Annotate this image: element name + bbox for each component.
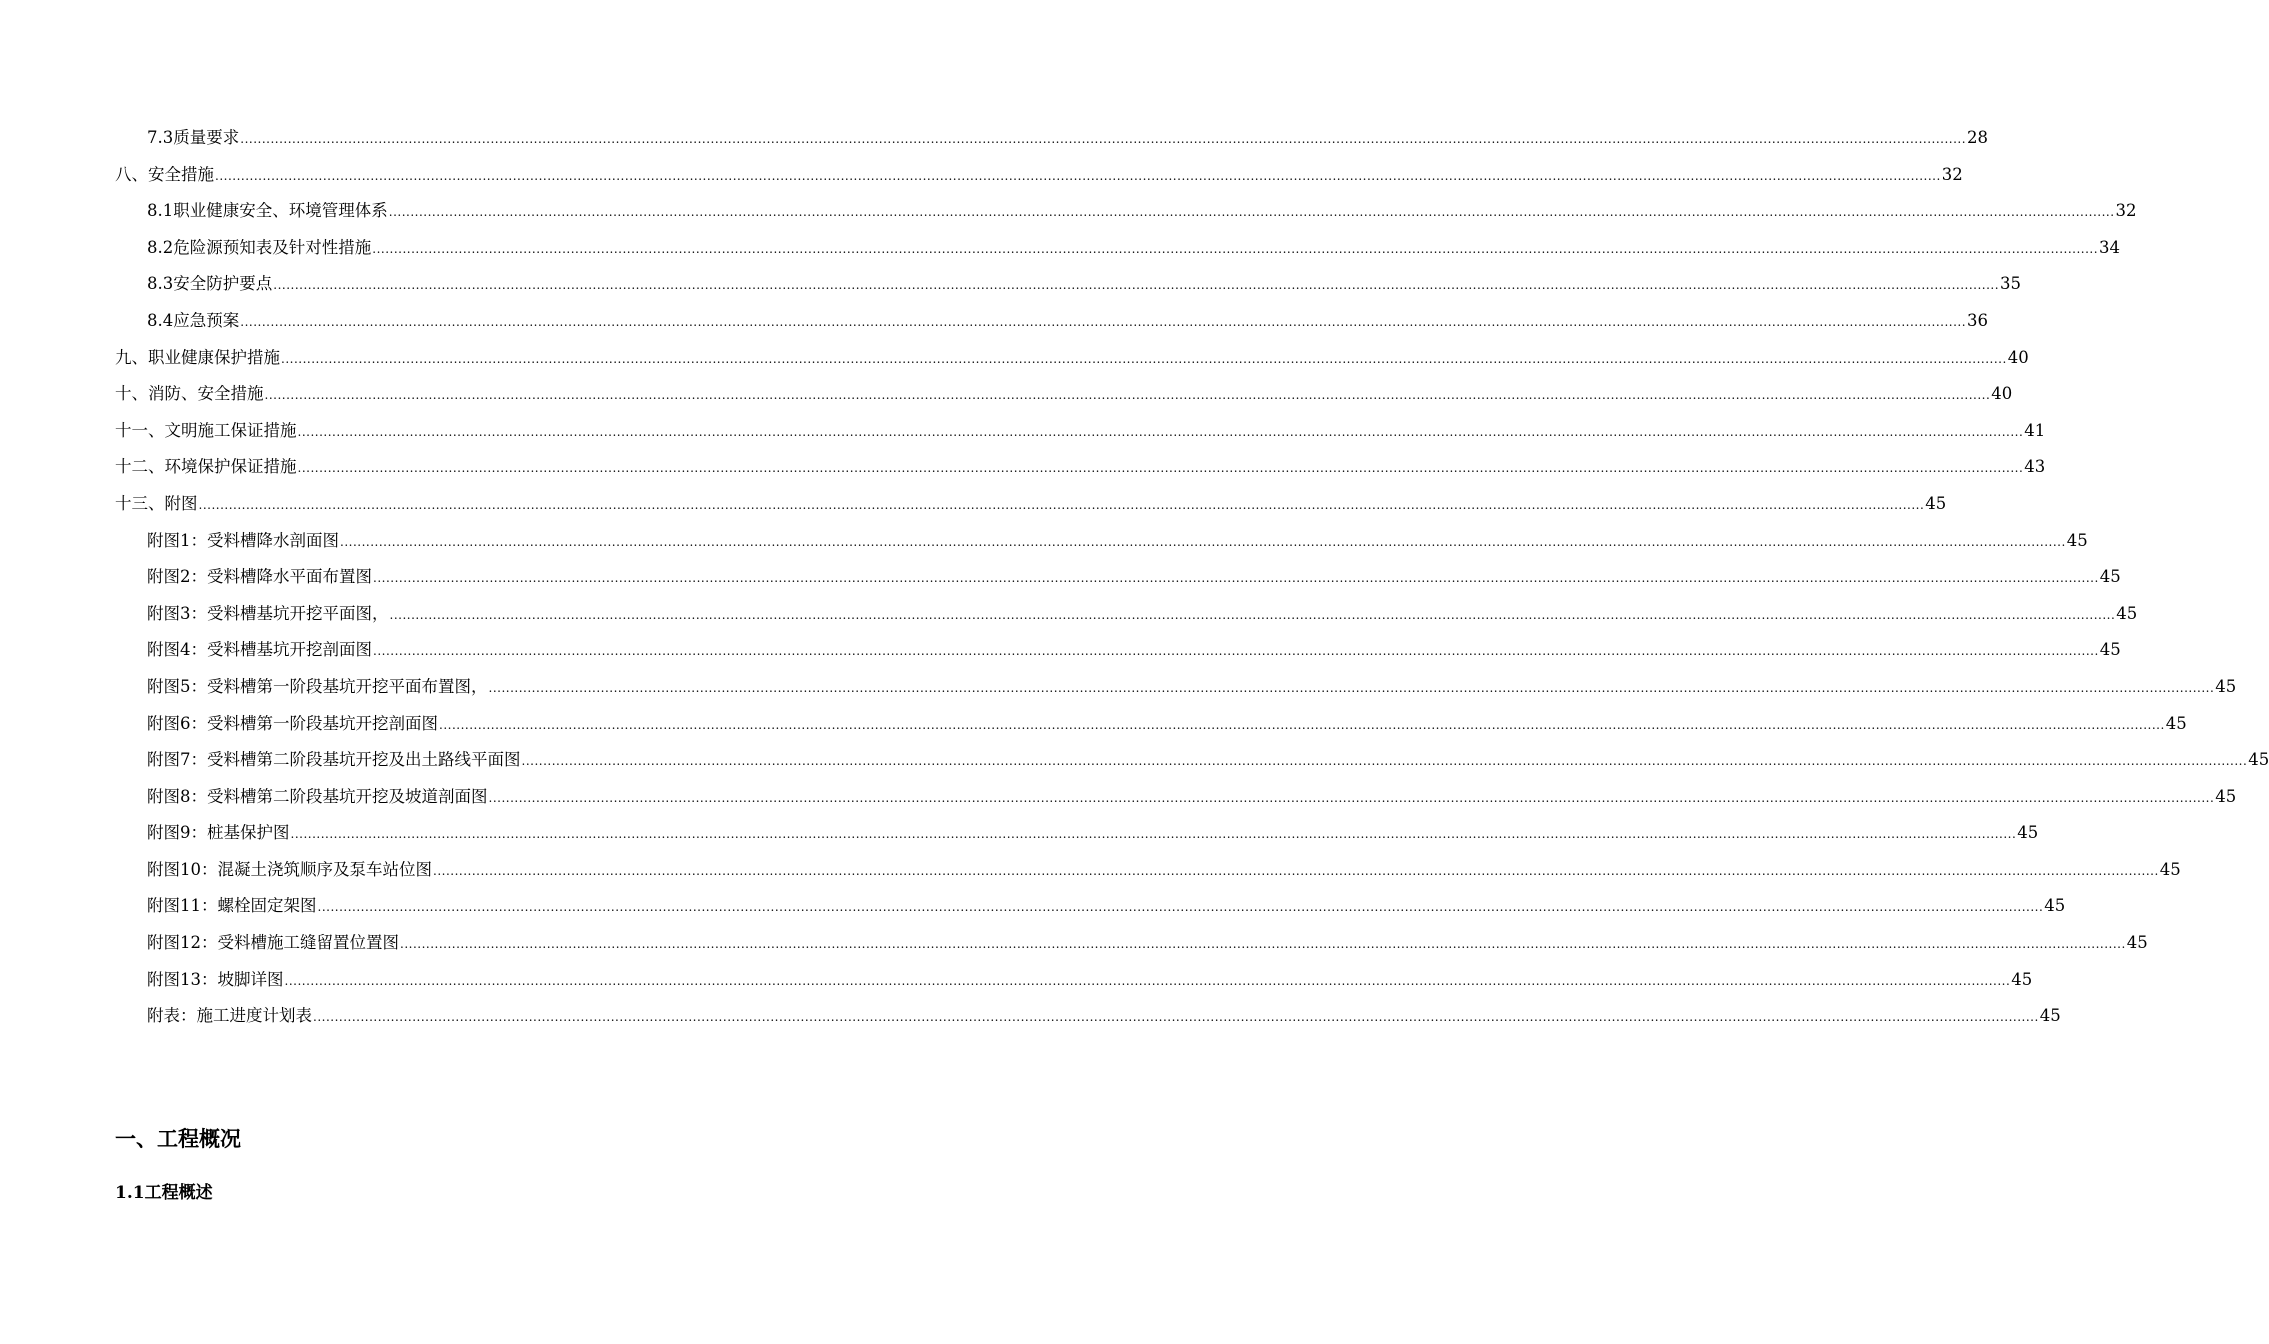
toc-entry-title: 十、消防、安全措施 (115, 384, 264, 404)
toc-entry[interactable] (115, 706, 2187, 743)
toc-dot-leader: ................................................................................................................................................................................................................................................................................................................................................................................................................ (372, 241, 2099, 256)
toc-entry[interactable] (115, 779, 2237, 816)
toc-entry-page-number: 45 (2099, 567, 2121, 587)
toc-entry-page-number: 28 (1967, 128, 1989, 147)
toc-entry-page-number: 45 (2044, 896, 2066, 916)
toc-entry-title: 八、安全措施 (115, 164, 214, 184)
toc-dot-leader: ................................................................................................................................................................................................................................................................................................................................................................................................................ (488, 680, 2215, 695)
toc-dot-leader: ................................................................................................................................................................................................................................................................................................................................................................................................................ (388, 205, 2115, 220)
toc-dot-leader: ................................................................................................................................................................................................................................................................................................................................................................................................................ (284, 973, 2011, 988)
toc-entry-title: 8.1职业健康安全、环境管理体系 (147, 201, 388, 221)
toc-dot-leader: ................................................................................................................................................................................................................................................................................................................................................................................................................ (297, 424, 2024, 439)
toc-entry[interactable] (115, 632, 2121, 669)
toc-entry-title: 附图3：受料槽基坑开挖平面图， (147, 603, 389, 623)
toc-entry-title: 附图1：受料槽降水剖面图 (147, 530, 339, 550)
toc-dot-leader: ................................................................................................................................................................................................................................................................................................................................................................................................................ (281, 351, 2007, 366)
toc-entry[interactable] (115, 596, 2138, 633)
toc-entry[interactable] (115, 486, 1947, 523)
toc-entry-page-number: 34 (2099, 237, 2121, 257)
toc-entry[interactable] (115, 523, 2088, 560)
toc-entry-page-number: 45 (2017, 823, 2039, 843)
toc-entry[interactable] (115, 742, 2269, 779)
toc-dot-leader: ................................................................................................................................................................................................................................................................................................................................................................................................................ (290, 827, 2017, 842)
toc-entry[interactable] (115, 120, 1989, 157)
toc-dot-leader: ................................................................................................................................................................................................................................................................................................................................................................................................................ (313, 1010, 2039, 1025)
toc-entry[interactable] (115, 669, 2237, 706)
toc-entry-title: 附图5：受料槽第一阶段基坑开挖平面布置图， (147, 676, 488, 696)
toc-dot-leader: ................................................................................................................................................................................................................................................................................................................................................................................................................ (317, 900, 2044, 915)
toc-entry-page-number: 45 (2165, 713, 2187, 733)
toc-dot-leader: ................................................................................................................................................................................................................................................................................................................................................................................................................ (215, 168, 1941, 183)
toc-entry-title: 8.3安全防护要点 (147, 274, 273, 294)
toc-entry[interactable] (115, 193, 2137, 230)
toc-entry-page-number: 45 (2215, 676, 2237, 696)
toc-entry-page-number: 36 (1967, 310, 1989, 330)
toc-dot-leader: ................................................................................................................................................................................................................................................................................................................................................................................................................ (373, 571, 2099, 586)
toc-dot-leader: ................................................................................................................................................................................................................................................................................................................................................................................................................ (400, 937, 2126, 952)
toc-entry-page-number: 40 (1991, 384, 2013, 404)
toc-dot-leader: ................................................................................................................................................................................................................................................................................................................................................................................................................ (433, 863, 2159, 878)
toc-dot-leader: ................................................................................................................................................................................................................................................................................................................................................................................................................ (488, 790, 2215, 805)
toc-entry-title: 附图6：受料槽第一阶段基坑开挖剖面图 (147, 713, 438, 733)
toc-entry-page-number: 45 (2011, 969, 2033, 989)
toc-entry-title: 附图9：桩基保护图 (147, 823, 290, 843)
toc-entry[interactable] (115, 340, 2029, 377)
toc-dot-leader: ................................................................................................................................................................................................................................................................................................................................................................................................................ (273, 278, 2000, 293)
toc-entry-page-number: 45 (2248, 750, 2269, 770)
toc-entry-page-number: 43 (2024, 457, 2046, 477)
toc-dot-leader: ................................................................................................................................................................................................................................................................................................................................................................................................................ (240, 314, 1967, 329)
toc-entry-title: 十一、文明施工保证措施 (115, 420, 297, 440)
toc-entry-page-number: 45 (1925, 493, 1947, 513)
toc-entry-title: 7.3质量要求 (147, 128, 240, 147)
toc-entry[interactable] (115, 559, 2121, 596)
toc-entry-title: 8.2危险源预知表及针对性措施 (147, 237, 372, 257)
toc-entry[interactable] (115, 925, 2148, 962)
section-heading: 一、工程概况 (115, 1126, 241, 1151)
toc-entry[interactable] (115, 998, 2061, 1035)
toc-entry-title: 附图11：螺栓固定架图 (147, 896, 317, 916)
toc-entry-page-number: 35 (2000, 274, 2022, 294)
toc-entry-title: 附图10：混凝土浇筑顺序及泵车站位图 (147, 859, 432, 879)
toc-entry-title: 附图8：受料槽第二阶段基坑开挖及坡道剖面图 (147, 786, 488, 806)
toc-entry-page-number: 45 (2039, 1006, 2061, 1026)
toc-entry-title: 附表：施工进度计划表 (147, 1006, 312, 1026)
toc-entry-title: 附图4：受料槽基坑开挖剖面图 (147, 640, 372, 660)
toc-dot-leader: ................................................................................................................................................................................................................................................................................................................................................................................................................ (373, 644, 2099, 659)
toc-entry[interactable] (115, 303, 1989, 340)
toc-entry-title: 附图12：受料槽施工缝留置位置图 (147, 933, 399, 953)
toc-entry[interactable] (115, 815, 2039, 852)
toc-dot-leader: ................................................................................................................................................................................................................................................................................................................................................................................................................ (198, 497, 1925, 512)
toc-dot-leader: ................................................................................................................................................................................................................................................................................................................................................................................................................ (439, 717, 2165, 732)
toc-dot-leader: ................................................................................................................................................................................................................................................................................................................................................................................................................ (340, 534, 2066, 549)
table-of-contents (115, 120, 2269, 1035)
toc-entry-title: 十三、附图 (115, 493, 198, 513)
toc-entry[interactable] (115, 962, 2033, 999)
toc-entry-page-number: 41 (2024, 420, 2046, 440)
toc-entry[interactable] (115, 266, 2022, 303)
toc-entry[interactable] (115, 230, 2121, 267)
toc-dot-leader: ................................................................................................................................................................................................................................................................................................................................................................................................................ (389, 607, 2116, 622)
toc-dot-leader: ................................................................................................................................................................................................................................................................................................................................................................................................................ (240, 132, 1967, 146)
toc-entry-page-number: 32 (2115, 201, 2137, 221)
toc-entry-title: 九、职业健康保护措施 (115, 347, 280, 367)
section-subheading: 1.1工程概述 (115, 1183, 213, 1203)
toc-entry[interactable] (115, 376, 2013, 413)
toc-entry-page-number: 45 (2066, 530, 2088, 550)
toc-entry-title: 附图2：受料槽降水平面布置图 (147, 567, 372, 587)
toc-entry-page-number: 45 (2126, 933, 2148, 953)
toc-entry-title: 附图7：受料槽第二阶段基坑开挖及出土路线平面图 (147, 750, 521, 770)
toc-entry-page-number: 45 (2116, 603, 2138, 623)
toc-entry[interactable] (115, 449, 2046, 486)
toc-entry-title: 十二、环境保护保证措施 (115, 457, 297, 477)
toc-entry[interactable] (115, 157, 1963, 194)
toc-entry-page-number: 32 (1941, 164, 1963, 184)
toc-entry-page-number: 45 (2159, 859, 2181, 879)
toc-dot-leader: ................................................................................................................................................................................................................................................................................................................................................................................................................ (521, 754, 2248, 769)
toc-dot-leader: ................................................................................................................................................................................................................................................................................................................................................................................................................ (264, 388, 1991, 403)
toc-entry-title: 8.4应急预案 (147, 310, 240, 330)
toc-entry-page-number: 45 (2215, 786, 2237, 806)
toc-entry-title: 附图13：坡脚详图 (147, 969, 284, 989)
toc-entry[interactable] (115, 888, 2066, 925)
toc-entry[interactable] (115, 852, 2181, 889)
toc-entry[interactable] (115, 413, 2046, 450)
toc-entry-page-number: 40 (2007, 347, 2029, 367)
toc-entry-page-number: 45 (2099, 640, 2121, 660)
toc-dot-leader: ................................................................................................................................................................................................................................................................................................................................................................................................................ (297, 461, 2024, 476)
